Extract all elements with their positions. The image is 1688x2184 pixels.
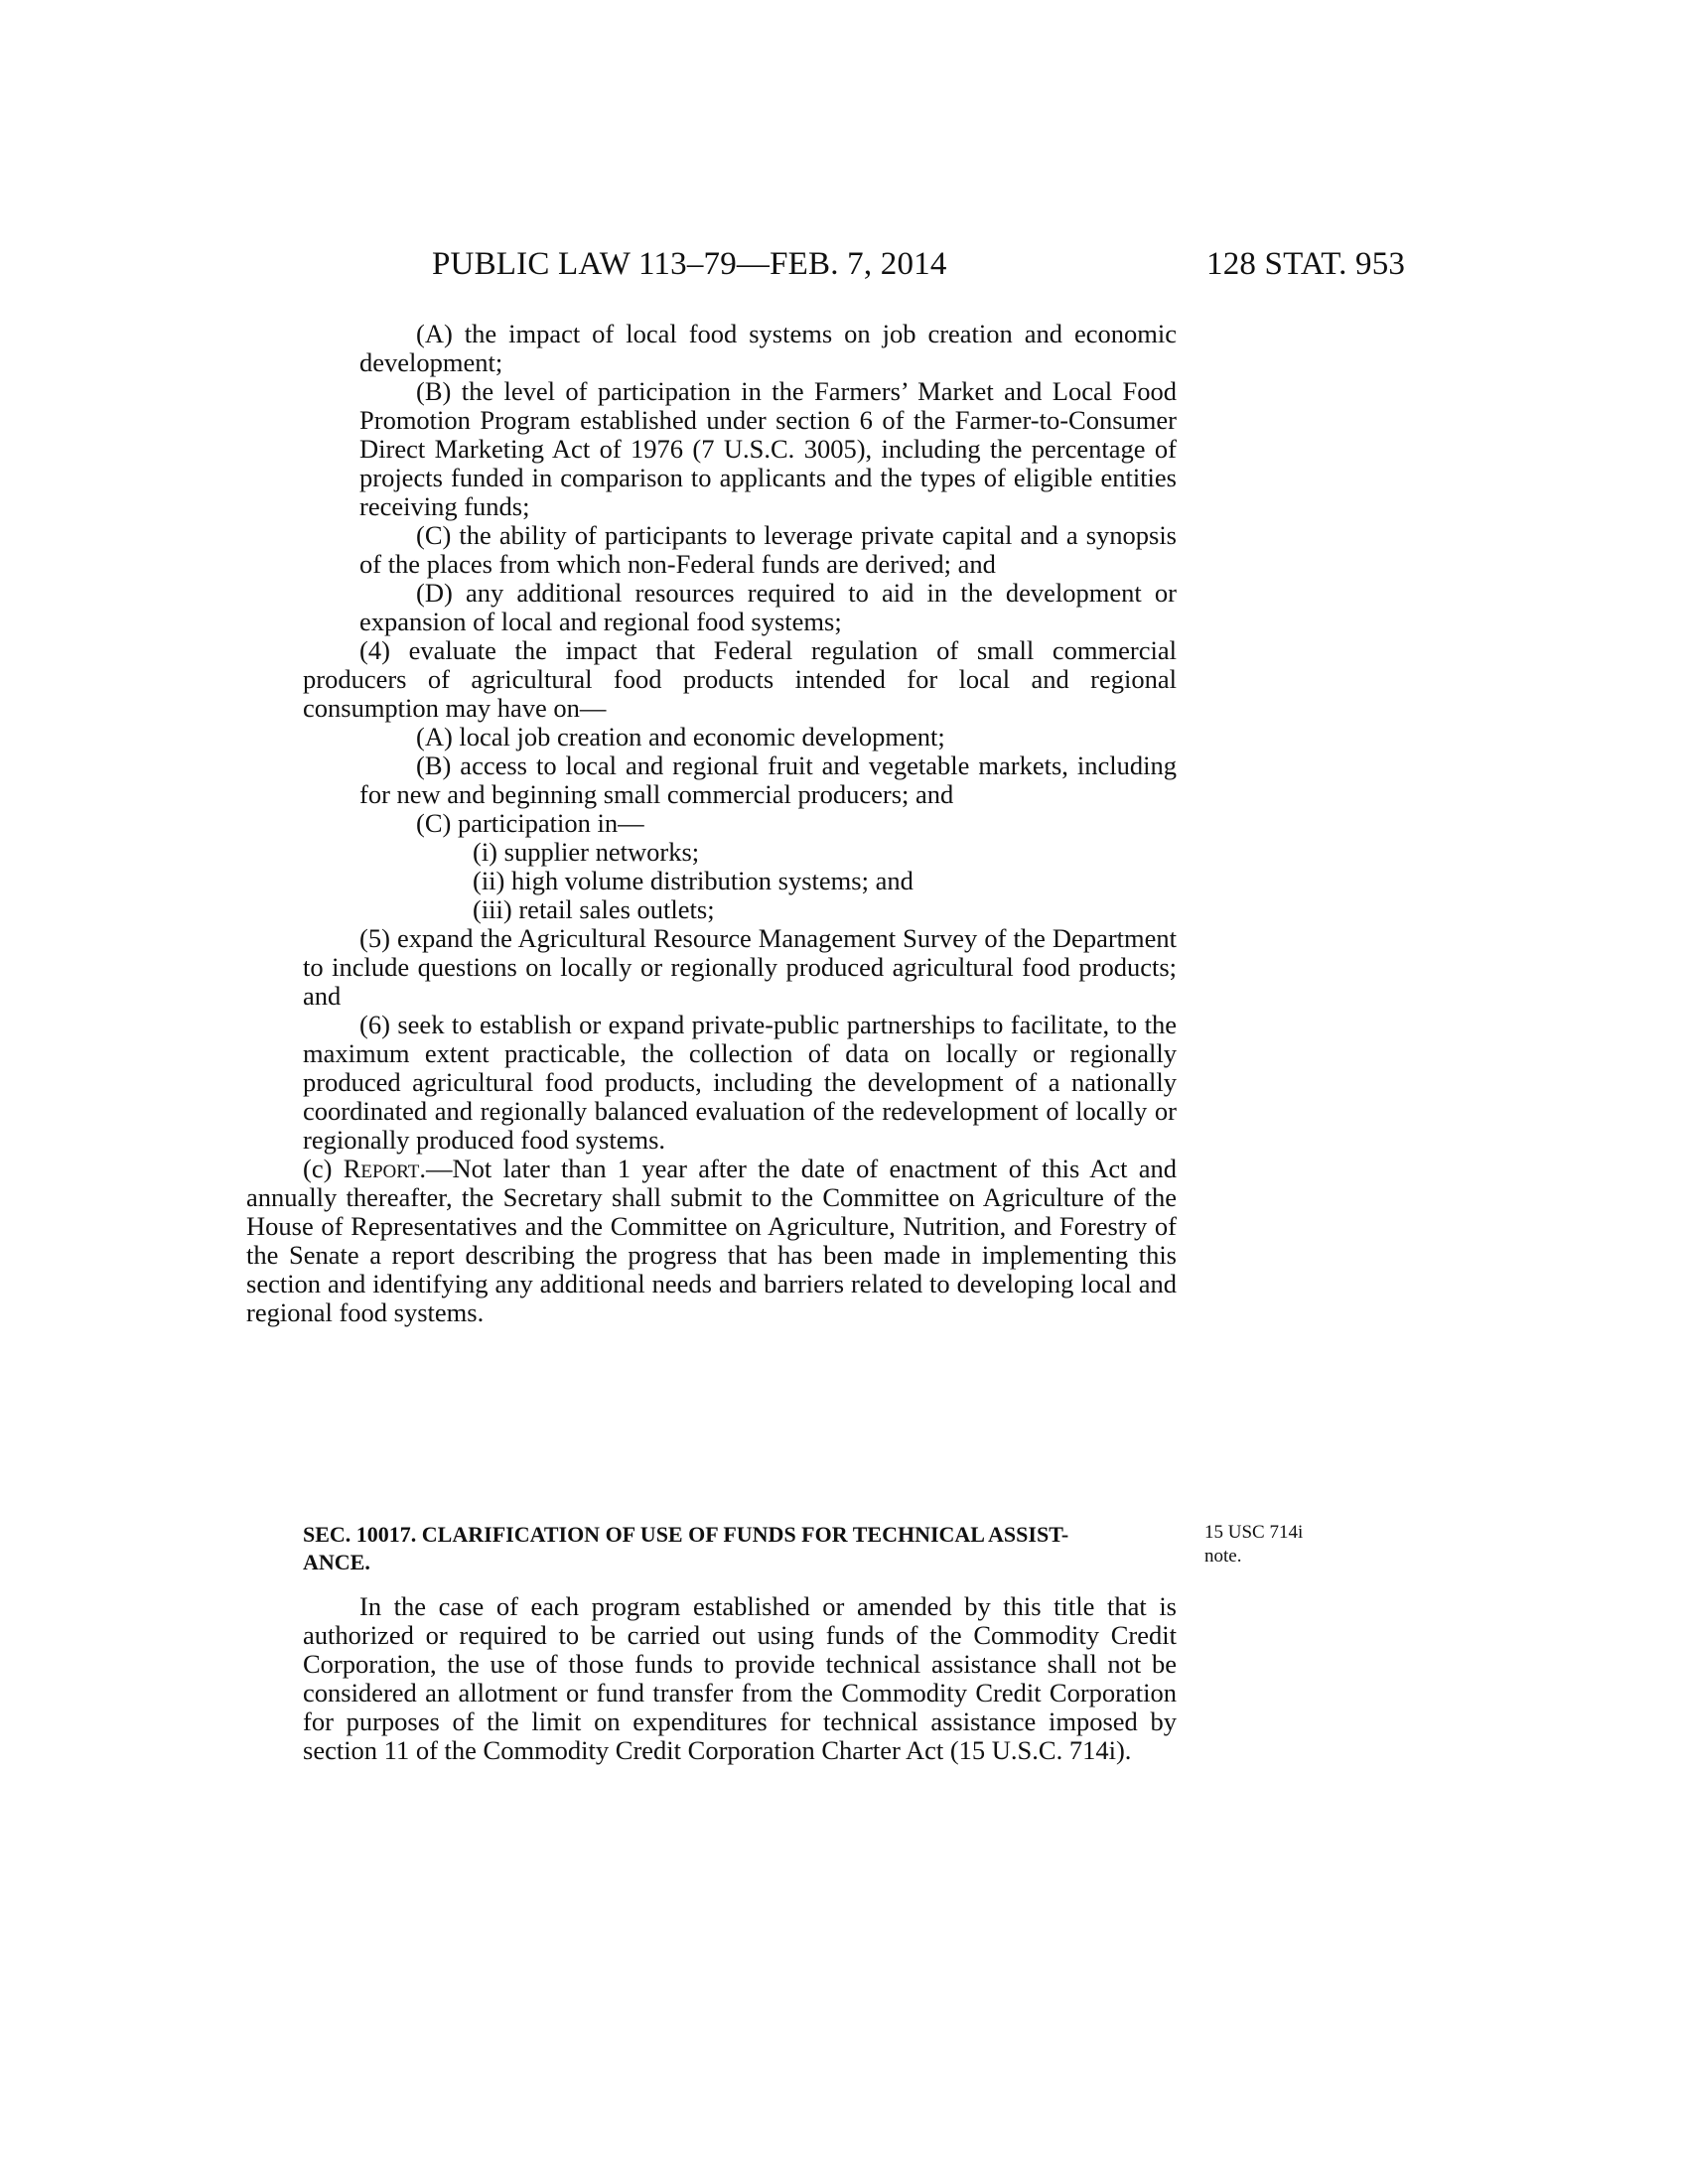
statute-body [246, 319, 1177, 1327]
clause-3-A: (A) the impact of local food systems on job creation and economic development; [359, 319, 1177, 377]
margin-note-citation: 15 USC 714i [1204, 1522, 1304, 1543]
clause-3-B: (B) the level of participation in the Farmers’ Market and Local Food Promotion Program established under section 6 of the Farmer-to-Consumer Direct Marketing Act of 1976 (7 U.S.C. 3005), including the percentage of projects funded in comparison to applicants and the types of eligible entities receiving funds; [359, 376, 1177, 521]
section-heading [303, 1521, 1177, 1576]
clause-4-C: (C) participation in— [416, 808, 644, 838]
clause-4-B: (B) access to local and regional fruit and vegetable markets, including for new and beginning small commercial producers; and [359, 751, 1177, 809]
paragraph-6: (6) seek to establish or expand private-public partnerships to facilitate, to the maximum extent practicable, the collection of data on locally or regionally produced agricultural food products, including the development of a nationally coordinated and regionally balanced evaluation of the redevelopment of locally or regionally produced food systems. [303, 1010, 1177, 1155]
subclause-ii: (ii) high volume distribution systems; and [473, 866, 914, 895]
subsection-c-report [246, 1155, 1177, 1327]
running-header-law: PUBLIC LAW 113–79—FEB. 7, 2014 [432, 246, 947, 282]
margin-note [1204, 1521, 1303, 1569]
subclause-iii: (iii) retail sales outlets; [473, 894, 715, 924]
clause-3-D: (D) any additional resources required to aid in the development or expansion of local and regional food systems; [359, 578, 1177, 636]
clause-3-C: (C) the ability of participants to leverage private capital and a synopsis of the places from which non-Federal funds are derived; and [359, 520, 1177, 579]
section-body: In the case of each program established or amended by this title that is authorized or required to be carried out using funds of the Commodity Credit Corporation, the use of those funds to provide technical assistance shall not be considered an allotment or fund transfer from the Commodity Credit Corporation for purposes of the limit on expenditures for technical assistance imposed by section 11 of the Commodity Credit Corporation Charter Act (15 U.S.C. 714i). [303, 1591, 1177, 1765]
report-text: .—Not later than 1 year after the date of enactment of this Act and annually thereafter, the Secretary shall submit to the Committee on Agriculture of the House of Representatives and the Committee on Agriculture, Nutrition, and Forestry of the Senate a report describing the progress that has been made in implementing this section and identifying any additional needs and barriers related to developing local and regional food systems. [246, 1154, 1177, 1327]
section-heading-line1: SEC. 10017. CLARIFICATION OF USE OF FUNDS FOR TECHNICAL ASSIST- [303, 1522, 1069, 1547]
running-header-page: 128 STAT. 953 [1206, 246, 1406, 282]
margin-note-label: note. [1204, 1546, 1242, 1567]
section-heading-line2: ANCE. [303, 1550, 370, 1574]
paragraph-4: (4) evaluate the impact that Federal regulation of small commercial producers of agricultural food products intended for local and regional consumption may have on— [303, 635, 1177, 723]
paragraph-5: (5) expand the Agricultural Resource Management Survey of the Department to include questions on locally or regionally produced agricultural food products; and [303, 923, 1177, 1011]
subclause-i: (i) supplier networks; [473, 837, 700, 867]
report-heading: Report [343, 1154, 420, 1183]
clause-4-A: (A) local job creation and economic development; [416, 722, 945, 751]
report-label: (c) [303, 1154, 344, 1183]
